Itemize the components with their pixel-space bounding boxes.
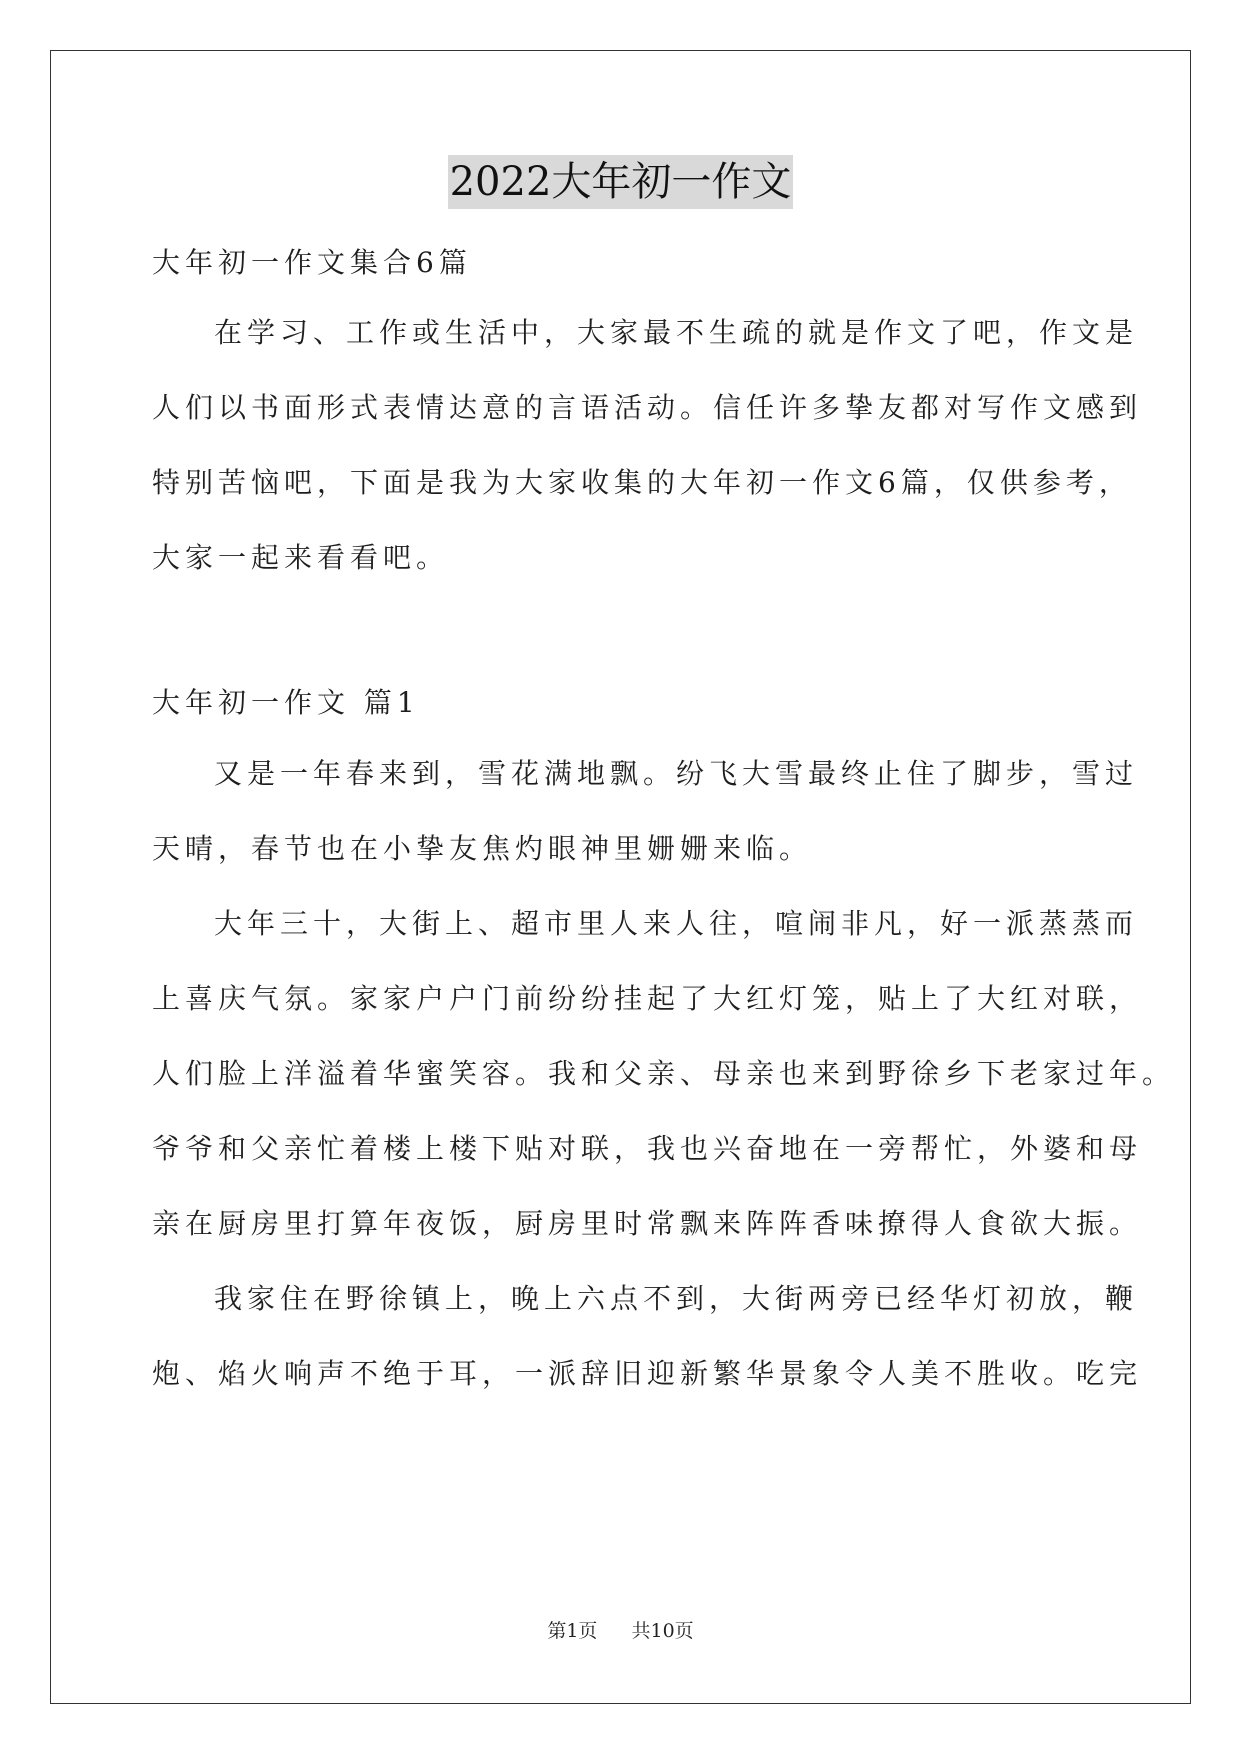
paragraph-line: 大家一起来看看吧。	[152, 541, 450, 574]
paragraph-line: 天晴，春节也在小挚友焦灼眼神里姗姗来临。	[152, 832, 813, 865]
document-title: 2022大年初一作文	[448, 155, 794, 209]
paragraph-line: 又是一年春来到，雪花满地飘。纷飞大雪最终止住了脚步，雪过	[214, 757, 1139, 790]
subtitle-line: 大年初一作文集合6篇	[152, 246, 472, 279]
paragraph-line: 爷爷和父亲忙着楼上楼下贴对联，我也兴奋地在一旁帮忙，外婆和母	[152, 1132, 1143, 1165]
paragraph-line: 大年三十，大街上、超市里人来人往，喧闹非凡，好一派蒸蒸而	[214, 907, 1139, 940]
paragraph-line: 人们以书面形式表情达意的言语活动。信任许多挚友都对写作文感到	[152, 391, 1143, 424]
paragraph-line: 亲在厨房里打算年夜饭，厨房里时常飘来阵阵香味撩得人食欲大振。	[152, 1207, 1143, 1240]
paragraph-line: 我家住在野徐镇上，晚上六点不到，大街两旁已经华灯初放，鞭	[214, 1282, 1139, 1315]
total-pages: 共10页	[631, 1620, 694, 1642]
page-number: 第1页	[547, 1620, 598, 1642]
page-footer	[0, 1618, 1241, 1644]
title-container	[0, 155, 1241, 209]
page-border	[50, 50, 1191, 1704]
paragraph-line: 人们脸上洋溢着华蜜笑容。我和父亲、母亲也来到野徐乡下老家过年。	[152, 1057, 1176, 1090]
paragraph-line: 炮、焰火响声不绝于耳，一派辞旧迎新繁华景象令人美不胜收。吃完	[152, 1357, 1143, 1390]
paragraph-line: 上喜庆气氛。家家户户门前纷纷挂起了大红灯笼，贴上了大红对联，	[152, 982, 1143, 1015]
paragraph-line: 在学习、工作或生活中，大家最不生疏的就是作文了吧，作文是	[214, 316, 1139, 349]
section-heading: 大年初一作文 篇1	[152, 686, 420, 719]
paragraph-line: 特别苦恼吧，下面是我为大家收集的大年初一作文6篇，仅供参考，	[152, 466, 1132, 499]
